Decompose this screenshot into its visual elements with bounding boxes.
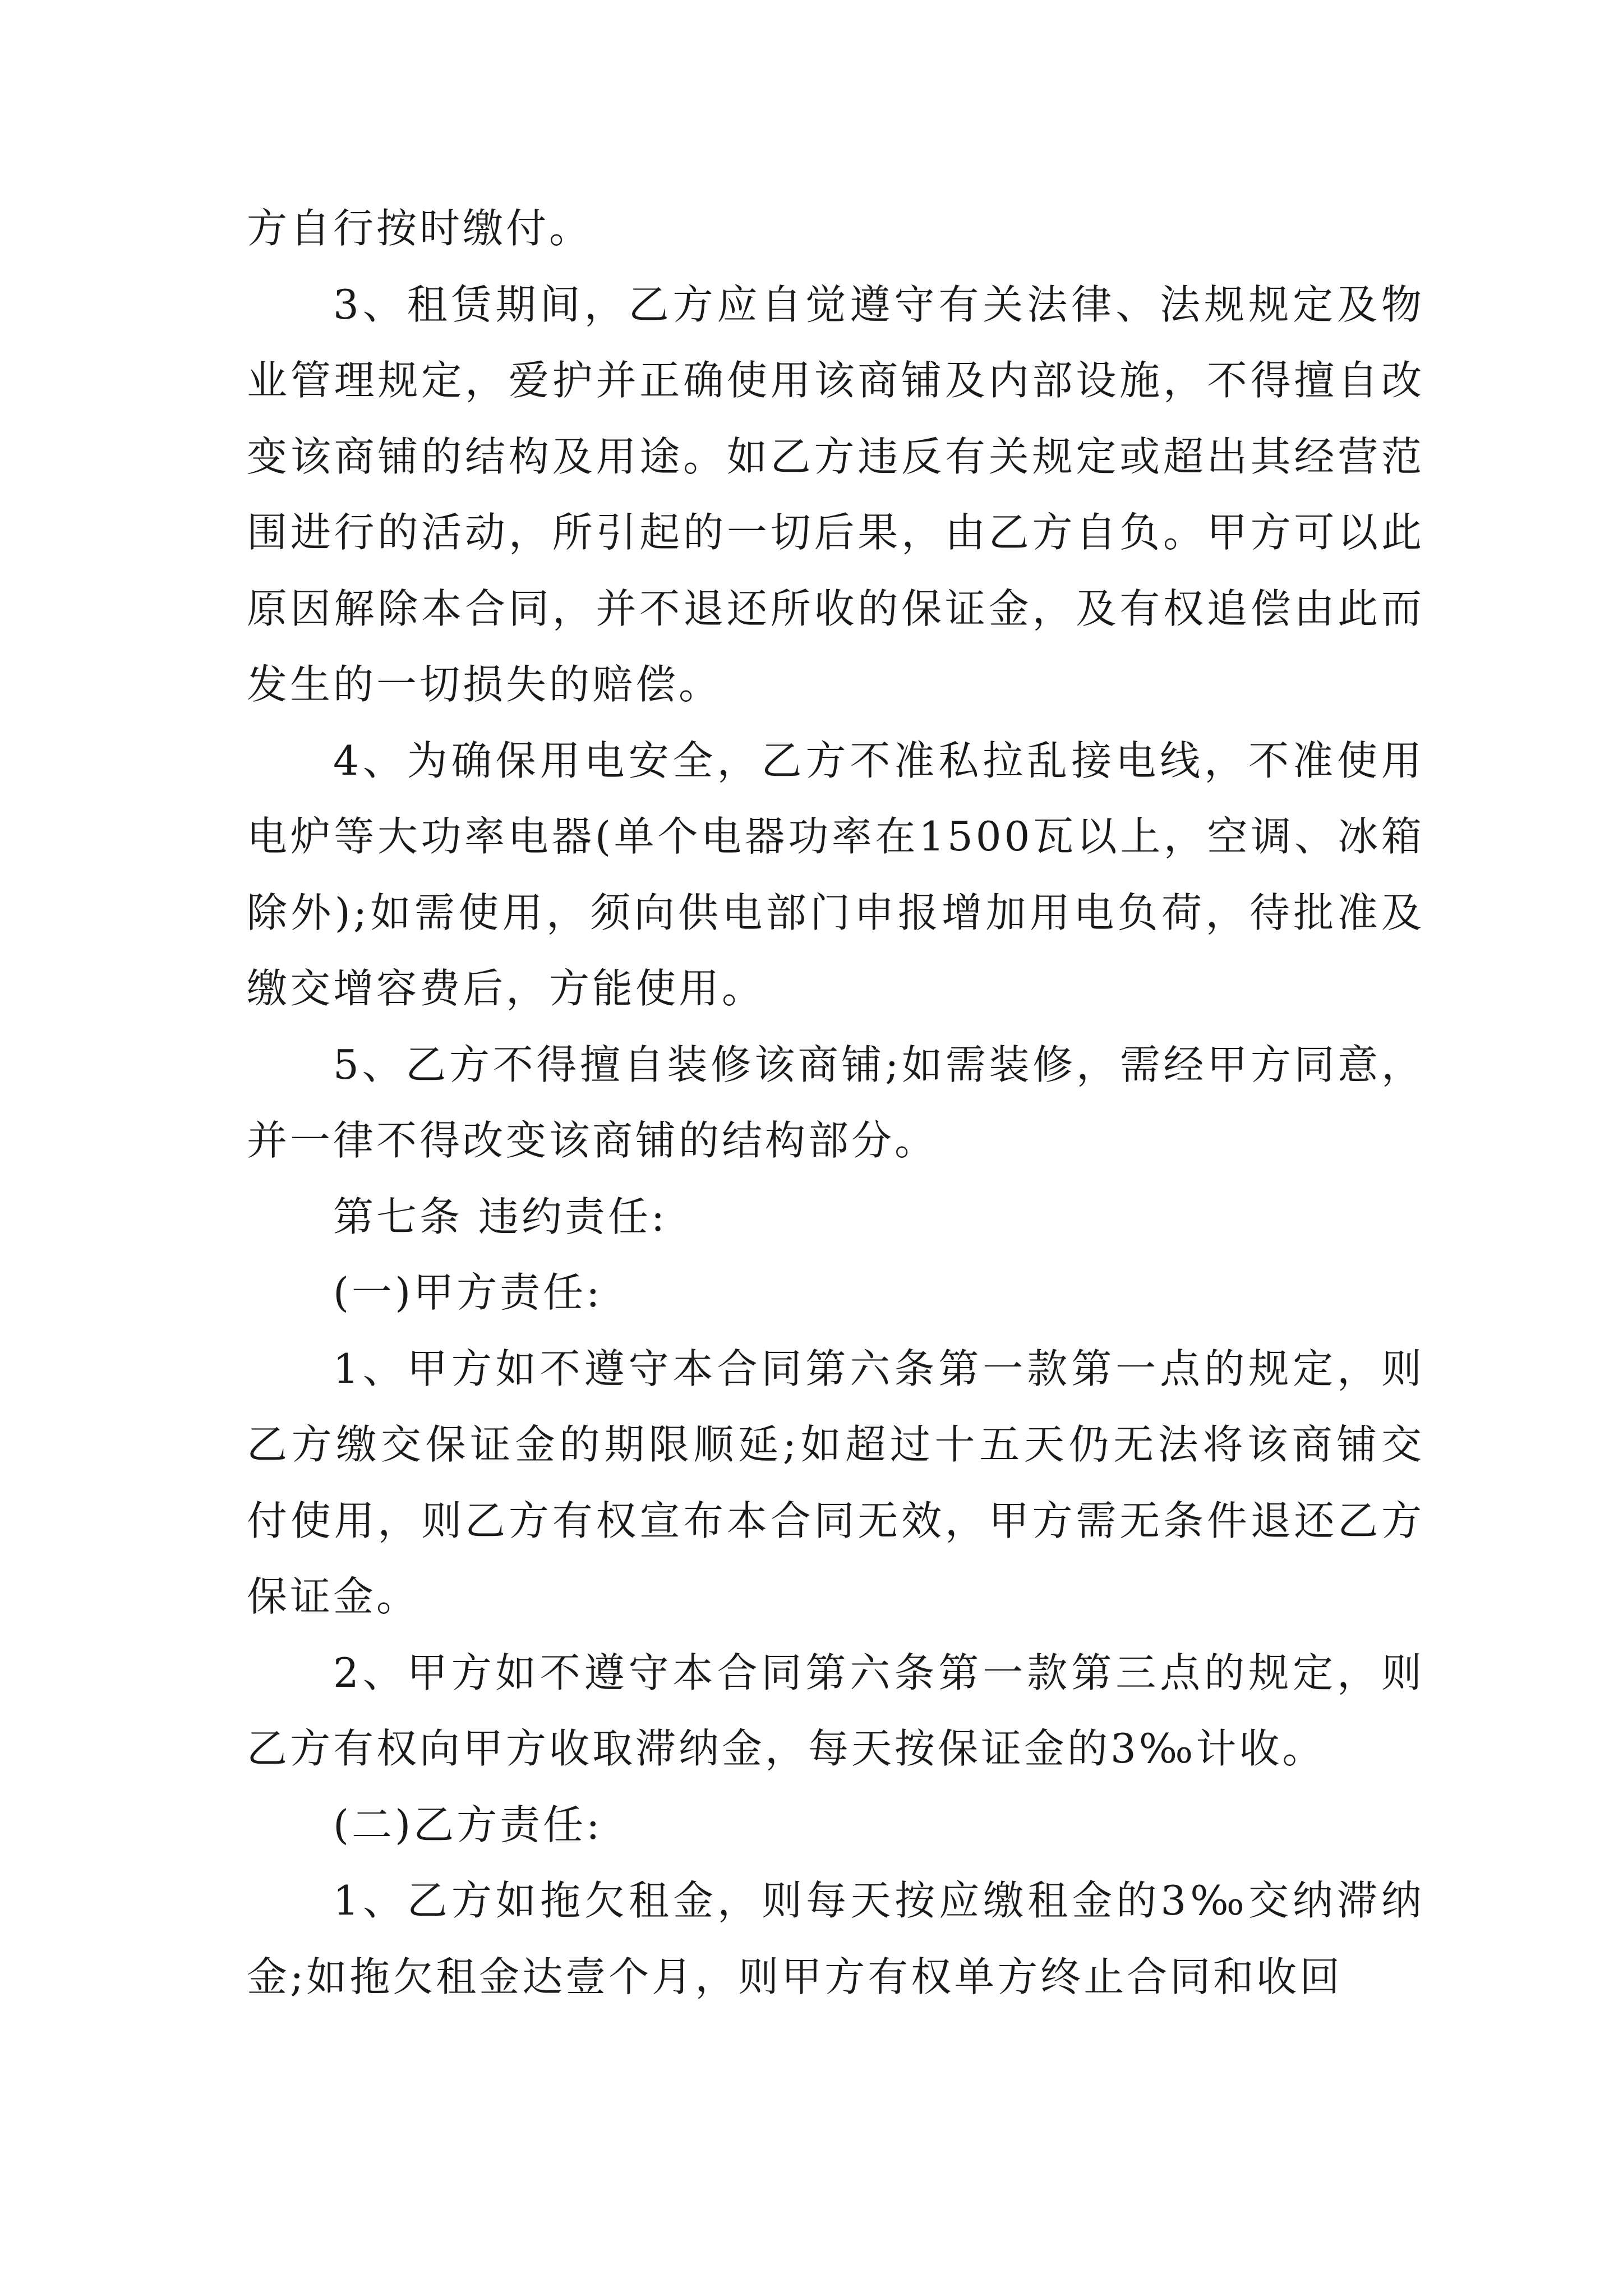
paragraph-party-a-item-1: 1、甲方如不遵守本合同第六条第一款第一点的规定，则乙方缴交保证金的期限顺延;如超过十五天仍无法将该商铺交付使用，则乙方有权宣布本合同无效，甲方需无条件退还乙方保证金。 bbox=[247, 1345, 1424, 1620]
party-b-responsibility-heading: (二)乙方责任: bbox=[333, 1801, 603, 1848]
paragraph-clause-3: 3、租赁期间，乙方应自觉遵守有关法律、法规规定及物业管理规定，爱护并正确使用该商铺及内部设施，不得擅自改变该商铺的结构及用途。如乙方违反有关规定或超出其经营范围进行的活动，所引起的一切后果，由乙方自负。甲方可以此原因解除本合同，并不退还所收的保证金，及有权追偿由此而发生的一切损失的赔偿。 bbox=[247, 280, 1424, 708]
article-7-heading: 第七条 违约责任: bbox=[333, 1193, 668, 1240]
paragraph-clause-5: 5、乙方不得擅自装修该商铺;如需装修，需经甲方同意，并一律不得改变该商铺的结构部分。 bbox=[247, 1041, 1424, 1164]
paragraph-party-a-item-2: 2、甲方如不遵守本合同第六条第一款第三点的规定，则乙方有权向甲方收取滞纳金，每天按保证金的3‰计收。 bbox=[247, 1649, 1424, 1772]
document-body bbox=[247, 191, 1424, 2015]
paragraph-party-b-item-1: 1、乙方如拖欠租金，则每天按应缴租金的3‰交纳滞纳金;如拖欠租金达壹个月，则甲方有权单方终止合同和收回 bbox=[247, 1877, 1424, 2000]
paragraph-clause-4: 4、为确保用电安全，乙方不准私拉乱接电线，不准使用电炉等大功率电器(单个电器功率在1500瓦以上，空调、冰箱除外);如需使用，须向供电部门申报增加用电负荷，待批准及缴交增容费后，方能使用。 bbox=[247, 737, 1424, 1012]
party-a-responsibility-heading: (一)甲方责任: bbox=[333, 1269, 603, 1316]
paragraph-continuation: 方自行按时缴付。 bbox=[247, 205, 593, 252]
